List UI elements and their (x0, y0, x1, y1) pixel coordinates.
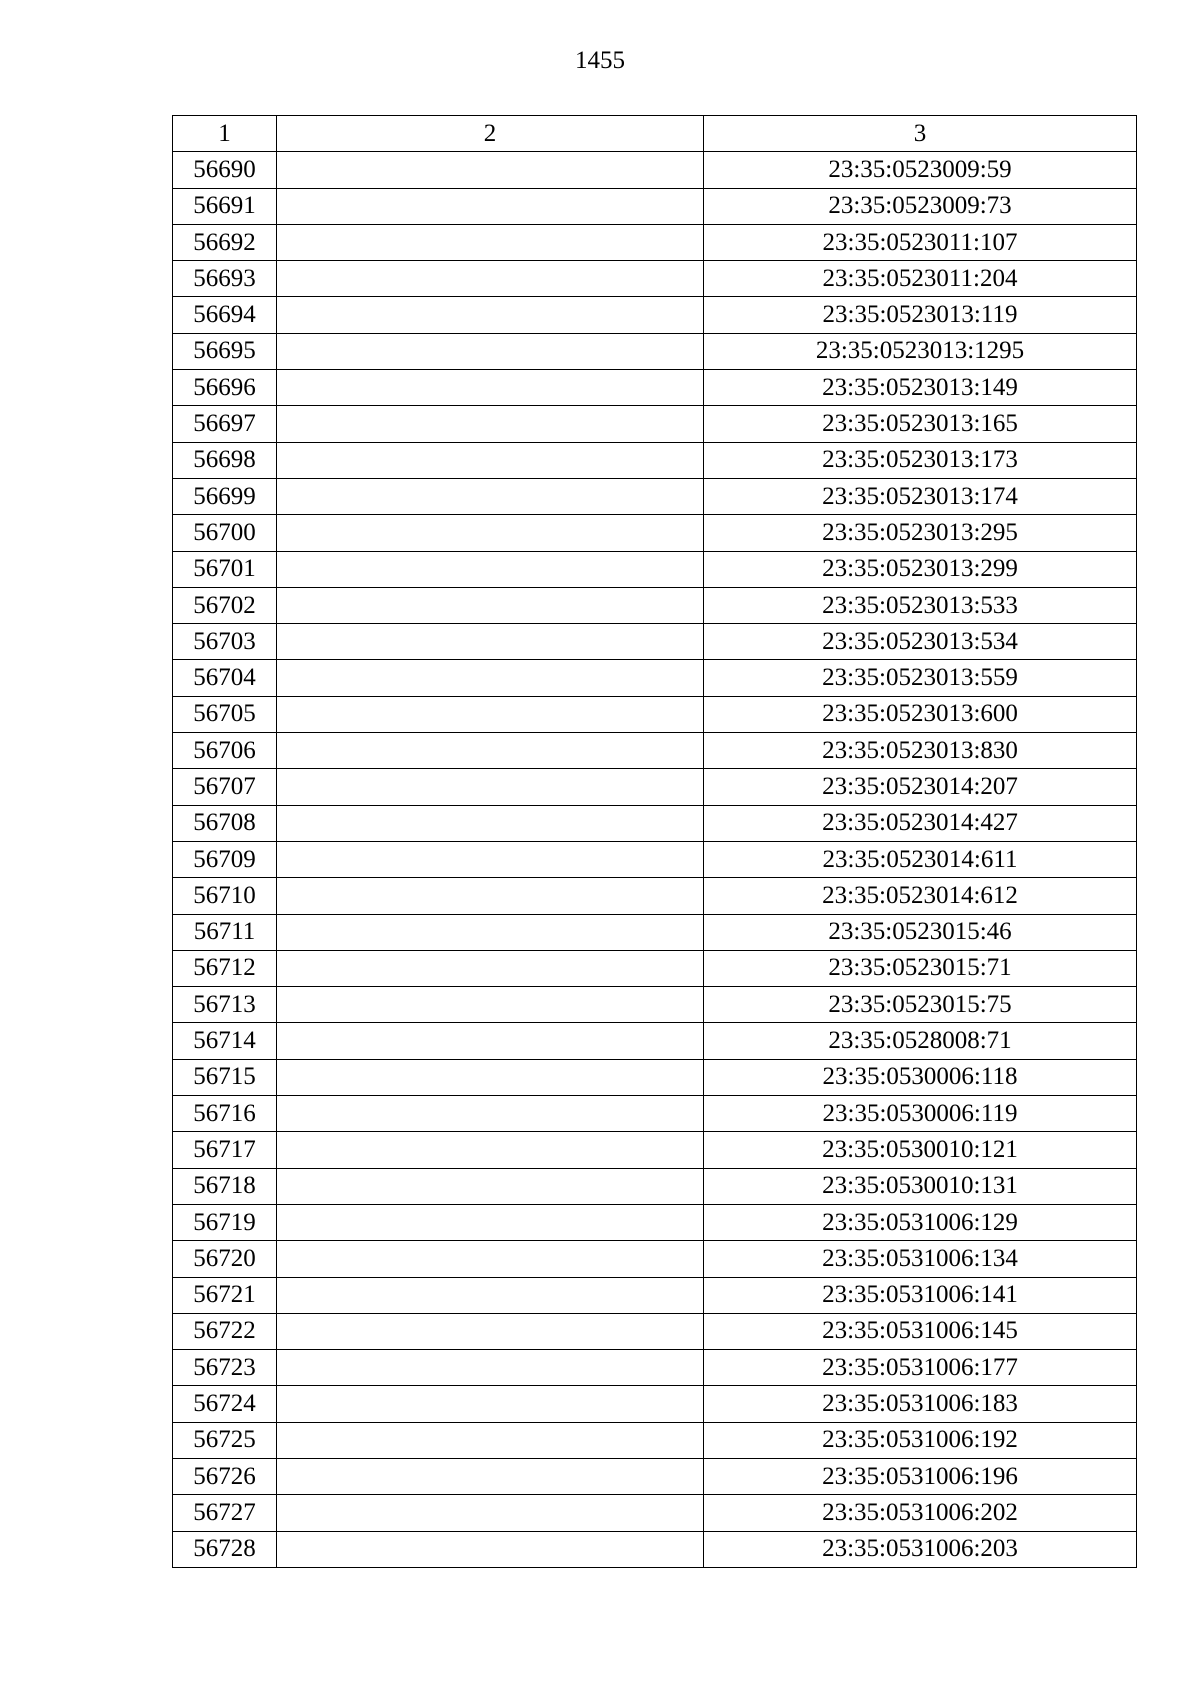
cadastral-number-cell: 23:35:0530010:121 (704, 1132, 1137, 1168)
table-row (173, 152, 1137, 188)
row-number-cell: 56711 (173, 914, 277, 950)
table-row (173, 1277, 1137, 1313)
table-row (173, 841, 1137, 877)
table-row (173, 1059, 1137, 1095)
cadastral-number-cell: 23:35:0523013:174 (704, 478, 1137, 514)
column-2-cell (277, 1023, 704, 1059)
table-row (173, 733, 1137, 769)
cadastral-number-cell: 23:35:0523013:600 (704, 696, 1137, 732)
table-row (173, 805, 1137, 841)
data-table (172, 115, 1137, 1568)
cadastral-number-cell: 23:35:0523015:75 (704, 987, 1137, 1023)
column-2-cell (277, 878, 704, 914)
column-2-cell (277, 1168, 704, 1204)
table-row (173, 1096, 1137, 1132)
column-2-cell (277, 1132, 704, 1168)
column-2-cell (277, 914, 704, 950)
column-2-cell (277, 478, 704, 514)
table-row (173, 1350, 1137, 1386)
row-number-cell: 56724 (173, 1386, 277, 1422)
table-row (173, 1386, 1137, 1422)
cadastral-number-cell: 23:35:0530010:131 (704, 1168, 1137, 1204)
cadastral-number-cell: 23:35:0523013:830 (704, 733, 1137, 769)
cadastral-number-cell: 23:35:0523013:149 (704, 370, 1137, 406)
row-number-cell: 56695 (173, 333, 277, 369)
column-2-cell (277, 297, 704, 333)
row-number-cell: 56722 (173, 1313, 277, 1349)
table-row (173, 188, 1137, 224)
table-row (173, 333, 1137, 369)
column-2-cell (277, 1422, 704, 1458)
column-2-cell (277, 442, 704, 478)
column-2-cell (277, 587, 704, 623)
table-row (173, 1132, 1137, 1168)
column-header-1: 1 (173, 116, 277, 152)
column-2-cell (277, 1386, 704, 1422)
row-number-cell: 56718 (173, 1168, 277, 1204)
table-row (173, 587, 1137, 623)
column-2-cell (277, 1277, 704, 1313)
row-number-cell: 56717 (173, 1132, 277, 1168)
table-row (173, 442, 1137, 478)
row-number-cell: 56690 (173, 152, 277, 188)
cadastral-number-cell: 23:35:0523013:1295 (704, 333, 1137, 369)
row-number-cell: 56691 (173, 188, 277, 224)
row-number-cell: 56719 (173, 1204, 277, 1240)
table-row (173, 224, 1137, 260)
column-2-cell (277, 1059, 704, 1095)
column-2-cell (277, 370, 704, 406)
cadastral-number-cell: 23:35:0523013:173 (704, 442, 1137, 478)
column-2-cell (277, 1458, 704, 1494)
row-number-cell: 56715 (173, 1059, 277, 1095)
row-number-cell: 56704 (173, 660, 277, 696)
row-number-cell: 56721 (173, 1277, 277, 1313)
row-number-cell: 56710 (173, 878, 277, 914)
cadastral-number-cell: 23:35:0523015:46 (704, 914, 1137, 950)
cadastral-number-cell: 23:35:0523013:165 (704, 406, 1137, 442)
row-number-cell: 56699 (173, 478, 277, 514)
row-number-cell: 56709 (173, 841, 277, 877)
row-number-cell: 56713 (173, 987, 277, 1023)
row-number-cell: 56728 (173, 1531, 277, 1567)
column-2-cell (277, 733, 704, 769)
cadastral-number-cell: 23:35:0523013:559 (704, 660, 1137, 696)
column-2-cell (277, 261, 704, 297)
column-2-cell (277, 769, 704, 805)
cadastral-number-cell: 23:35:0523013:533 (704, 587, 1137, 623)
row-number-cell: 56703 (173, 624, 277, 660)
column-2-cell (277, 188, 704, 224)
column-2-cell (277, 406, 704, 442)
column-2-cell (277, 805, 704, 841)
cadastral-number-cell: 23:35:0523009:73 (704, 188, 1137, 224)
table-row (173, 987, 1137, 1023)
row-number-cell: 56697 (173, 406, 277, 442)
table-row (173, 1458, 1137, 1494)
row-number-cell: 56712 (173, 950, 277, 986)
cadastral-number-cell: 23:35:0531006:183 (704, 1386, 1137, 1422)
table-row (173, 914, 1137, 950)
row-number-cell: 56720 (173, 1241, 277, 1277)
cadastral-number-cell: 23:35:0531006:141 (704, 1277, 1137, 1313)
cadastral-number-cell: 23:35:0523014:611 (704, 841, 1137, 877)
column-2-cell (277, 515, 704, 551)
row-number-cell: 56714 (173, 1023, 277, 1059)
table-row (173, 1168, 1137, 1204)
page-number: 1455 (575, 47, 625, 74)
column-2-cell (277, 551, 704, 587)
table-row (173, 1531, 1137, 1567)
cadastral-number-cell: 23:35:0523011:204 (704, 261, 1137, 297)
table-row (173, 624, 1137, 660)
row-number-cell: 56702 (173, 587, 277, 623)
cadastral-number-cell: 23:35:0528008:71 (704, 1023, 1137, 1059)
cadastral-number-cell: 23:35:0523014:207 (704, 769, 1137, 805)
column-2-cell (277, 987, 704, 1023)
table-row (173, 478, 1137, 514)
row-number-cell: 56725 (173, 1422, 277, 1458)
table-row (173, 950, 1137, 986)
column-2-cell (277, 624, 704, 660)
table-row (173, 406, 1137, 442)
cadastral-number-cell: 23:35:0523014:427 (704, 805, 1137, 841)
row-number-cell: 56705 (173, 696, 277, 732)
cadastral-number-cell: 23:35:0523013:119 (704, 297, 1137, 333)
table-body (173, 152, 1137, 1568)
table-row (173, 1422, 1137, 1458)
column-2-cell (277, 696, 704, 732)
column-2-cell (277, 950, 704, 986)
column-2-cell (277, 1531, 704, 1567)
row-number-cell: 56701 (173, 551, 277, 587)
table-header-row (173, 116, 1137, 152)
cadastral-number-cell: 23:35:0523014:612 (704, 878, 1137, 914)
cadastral-number-cell: 23:35:0523013:299 (704, 551, 1137, 587)
cadastral-number-cell: 23:35:0531006:177 (704, 1350, 1137, 1386)
cadastral-number-cell: 23:35:0531006:203 (704, 1531, 1137, 1567)
table-row (173, 370, 1137, 406)
table-row (173, 515, 1137, 551)
cadastral-number-cell: 23:35:0531006:192 (704, 1422, 1137, 1458)
table-row (173, 769, 1137, 805)
table-row (173, 696, 1137, 732)
column-2-cell (277, 333, 704, 369)
table-row (173, 1241, 1137, 1277)
table-row (173, 297, 1137, 333)
row-number-cell: 56726 (173, 1458, 277, 1494)
row-number-cell: 56708 (173, 805, 277, 841)
cadastral-number-cell: 23:35:0531006:129 (704, 1204, 1137, 1240)
table-row (173, 878, 1137, 914)
column-2-cell (277, 152, 704, 188)
cadastral-number-cell: 23:35:0531006:196 (704, 1458, 1137, 1494)
column-2-cell (277, 1495, 704, 1531)
table-row (173, 551, 1137, 587)
column-2-cell (277, 1096, 704, 1132)
column-2-cell (277, 841, 704, 877)
table-row (173, 1204, 1137, 1240)
column-2-cell (277, 1204, 704, 1240)
cadastral-number-cell: 23:35:0531006:202 (704, 1495, 1137, 1531)
row-number-cell: 56727 (173, 1495, 277, 1531)
table-row (173, 1023, 1137, 1059)
row-number-cell: 56723 (173, 1350, 277, 1386)
row-number-cell: 56706 (173, 733, 277, 769)
row-number-cell: 56693 (173, 261, 277, 297)
table-row (173, 1495, 1137, 1531)
cadastral-number-cell: 23:35:0523013:534 (704, 624, 1137, 660)
column-2-cell (277, 224, 704, 260)
cadastral-number-cell: 23:35:0530006:119 (704, 1096, 1137, 1132)
column-2-cell (277, 1350, 704, 1386)
cadastral-number-cell: 23:35:0523009:59 (704, 152, 1137, 188)
table-row (173, 1313, 1137, 1349)
cadastral-number-cell: 23:35:0523015:71 (704, 950, 1137, 986)
column-header-3: 3 (704, 116, 1137, 152)
cadastral-number-cell: 23:35:0531006:145 (704, 1313, 1137, 1349)
row-number-cell: 56707 (173, 769, 277, 805)
cadastral-number-cell: 23:35:0531006:134 (704, 1241, 1137, 1277)
row-number-cell: 56692 (173, 224, 277, 260)
row-number-cell: 56694 (173, 297, 277, 333)
cadastral-number-cell: 23:35:0523011:107 (704, 224, 1137, 260)
row-number-cell: 56698 (173, 442, 277, 478)
row-number-cell: 56696 (173, 370, 277, 406)
cadastral-number-cell: 23:35:0530006:118 (704, 1059, 1137, 1095)
cadastral-number-cell: 23:35:0523013:295 (704, 515, 1137, 551)
column-2-cell (277, 1313, 704, 1349)
column-2-cell (277, 1241, 704, 1277)
table-row (173, 660, 1137, 696)
column-2-cell (277, 660, 704, 696)
row-number-cell: 56700 (173, 515, 277, 551)
table-row (173, 261, 1137, 297)
column-header-2: 2 (277, 116, 704, 152)
row-number-cell: 56716 (173, 1096, 277, 1132)
